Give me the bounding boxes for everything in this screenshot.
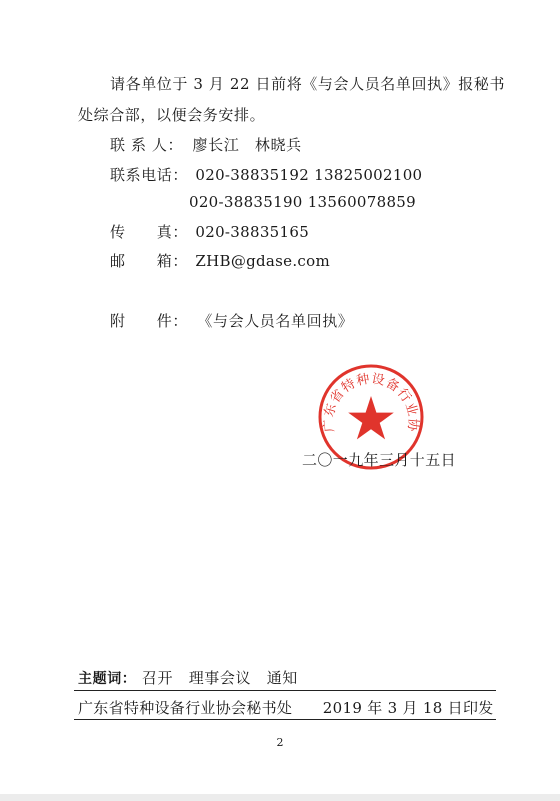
seal-text-path: 广东省特种设备行业协 — [321, 371, 421, 433]
attachment-value: 《与会人员名单回执》 — [197, 312, 354, 330]
signature-date: 二〇一九年三月十五日 — [302, 451, 457, 469]
fax-row — [110, 221, 309, 242]
email-value: ZHB@gdase.com — [195, 252, 330, 270]
issuer-line: 广东省特种设备行业协会秘书处 2019 年 3 月 18 日印发 — [78, 699, 494, 717]
body-paragraph-line-2: 处综合部，以便会务安排。 — [78, 106, 266, 124]
attachment-row — [110, 310, 353, 331]
phone-value-1: 020-38835192 13825002100 — [195, 166, 423, 184]
keywords-value: 召开 理事会议 通知 — [141, 669, 298, 687]
email-label: 邮 箱： — [110, 252, 189, 270]
phone-row — [110, 164, 422, 185]
footer-divider-top — [74, 690, 496, 691]
contact-label: 联 系 人： — [110, 136, 184, 154]
keywords-label: 主题词： — [78, 671, 137, 687]
email-row — [110, 250, 330, 271]
body-paragraph-line-1: 请各单位于 3 月 22 日前将《与会人员名单回执》报秘书 — [110, 75, 506, 93]
contact-value: 廖长江 林晓兵 — [192, 136, 302, 154]
fax-label: 传 真： — [110, 223, 189, 241]
page-bottom-edge — [0, 794, 560, 801]
fax-value: 020-38835165 — [195, 223, 310, 241]
contact-row — [110, 134, 302, 155]
attachment-label: 附 件： — [110, 312, 189, 330]
seal-star-icon — [348, 396, 394, 439]
phone-label: 联系电话： — [110, 166, 189, 184]
phone-value-2: 020-38835190 13560078859 — [189, 193, 416, 211]
page-number: 2 — [276, 736, 284, 749]
keywords-row — [78, 667, 298, 688]
footer-divider-bottom — [74, 719, 496, 720]
